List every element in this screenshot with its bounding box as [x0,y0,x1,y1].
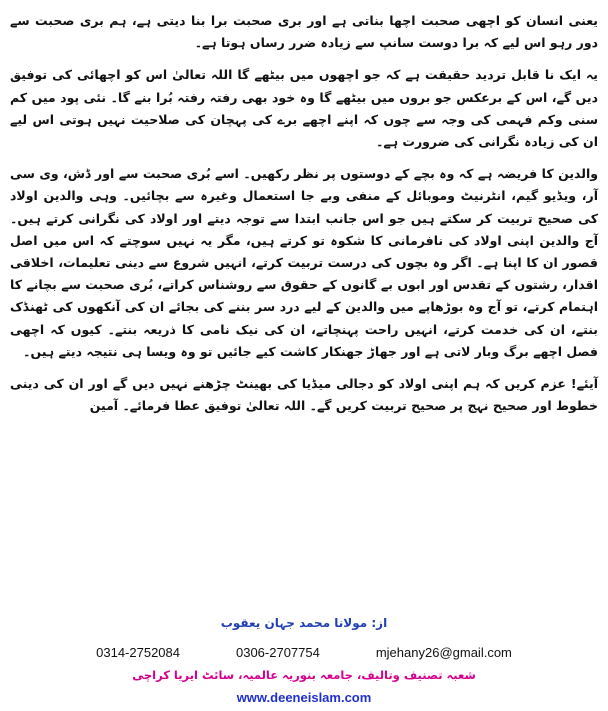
website-link[interactable]: www.deeneislam.com [236,690,372,705]
paragraph-1: یعنی انسان کو اچھی صحبت اچھا بناتی ہے اور بری صحبت برا بنا دیتی ہے، ہم بری صحبت سے دور رہو اس لیے کہ برا دوست سانپ سے زیادہ ضرر رساں ہوتا ہے۔ [10,13,598,51]
email-address[interactable]: mjehany26@gmail.com [375,645,512,660]
contact-line [0,645,608,660]
paragraph-2: یہ ایک نا قابل تردید حقیقت ہے کہ جو اچھوں میں بیٹھے گا اللہ تعالیٰ اس کو اچھائی کی توفیق دیں گے، اس کے برعکس جو بروں میں بیٹھے گا وہ خود بھی رفتہ رفتہ بُرا بنے گا۔ نئی پود میں کم سنی وکم فہمی کی وجہ سے چوں کہ اپنے اچھے برے کی پہچان کی صلاحیت نہیں ہوتی اس لیے ان کی زیادہ نگرانی کی ضرورت ہے۔ [10,67,598,150]
paragraph-4: آیئے! عزم کریں کہ ہم اپنی اولاد کو دجالی میڈیا کی بھینٹ چڑھنے نہیں دیں گے اور ان کی دینی خطوط اور صحیح نہج پر صحیح تربیت کریں گے۔ اللہ تعالیٰ توفیق عطا فرمائے۔ آمین [10,376,598,414]
phone-number-2: 0306-2707754 [235,645,320,660]
article-body [10,10,598,427]
author-credit: از: مولانا محمد جہان یعقوب [220,616,388,630]
paragraph-3: والدین کا فریضہ ہے کہ وہ بچے کے دوستوں پر نظر رکھیں۔ اسے بُری صحبت سے اور ڈش، وی سی آر، ویڈیو گیم، انٹرنیٹ وموبائل کے منفی وبے جا استعمال وغیرہ سے بچائیں۔ وہی والدین اولاد کی صحیح تربیت کر سکتے ہیں جو اس جانب ابتدا سے توجہ دیتے اور اولاد کی نگرانی کرتے ہیں۔ آج والدین اپنی اولاد کی نافرمانی کا شکوہ تو کرتے ہیں، مگر یہ نہیں سوچتے کہ اس میں اصل قصور ان کا اپنا ہے۔ اگر وہ بچوں کی درست تربیت کرتے، انہیں شروع سے دینی تعلیمات، اخلاقی اقدار، رشتوں کے تقدس اور ابوں بے گانوں کے حقوق سے روشناس کراتے، بُری صحبت سے بچانے کا اہتمام کرتے، تو آج وہ بوڑھاپے میں والدین کے لیے درد سر بننے کی بجائے ان کی آنکھوں کی ٹھنڈک بنتے، ان کی خدمت کرتے، انہیں راحت پہنچاتے، ان کی نیک نامی کا ذریعہ بنتے۔ کیوں کہ اچھی فصل اچھے برگ وبار لاتی ہے اور جھاڑ جھنکار کاشت کیے جائیں تو وہ ویسا ہی نتیجہ دیتے ہیں۔ [10,166,598,359]
department-credit: شعبہ تصنیف وتالیف، جامعہ بنوریہ عالمیہ، سائٹ ایریا کراچی [132,668,476,682]
phone-number-1: 0314-2752084 [96,645,180,660]
